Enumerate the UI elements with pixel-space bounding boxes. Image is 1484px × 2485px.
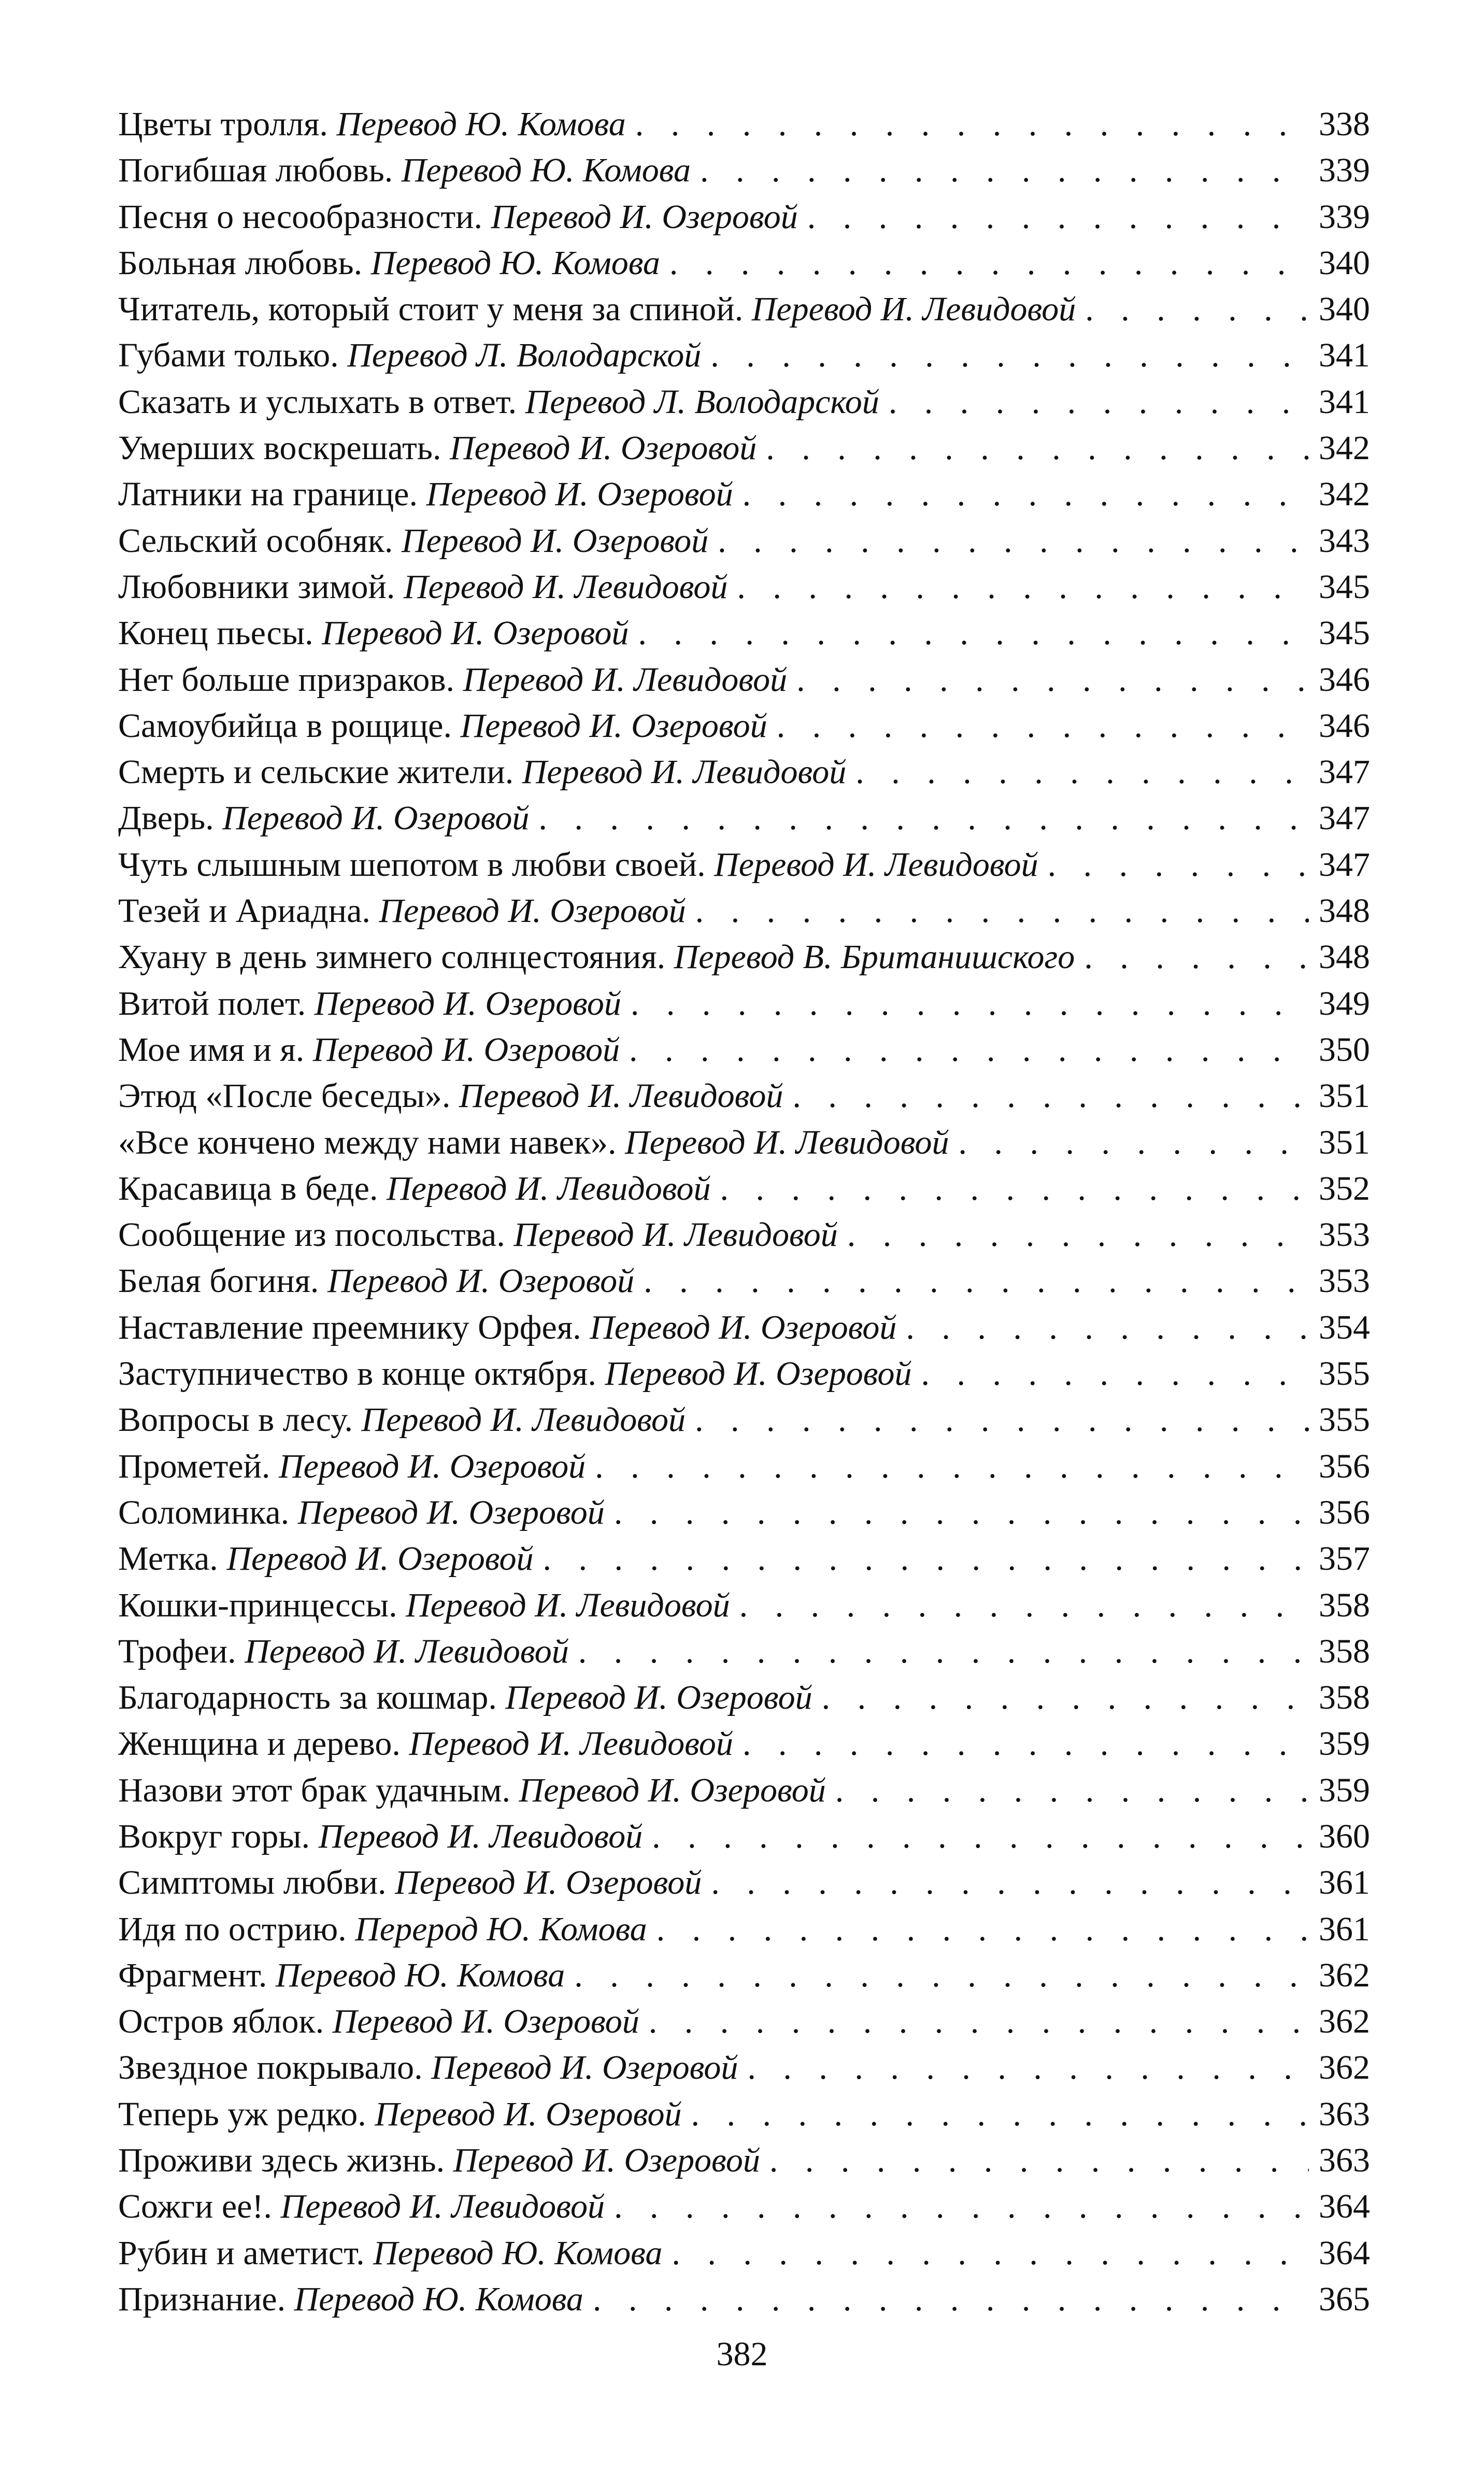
toc-entry [118,2230,1370,2276]
entry-page-number: 342 [1319,429,1370,467]
title-space [214,795,223,841]
entry-translator: Перевод И. Озеровой [505,1679,812,1717]
entry-translator: Перевод Ю. Комова [275,1956,565,1994]
title-space [267,1952,276,1998]
toc-entry [118,1119,1370,1166]
dot-leader [638,610,1309,656]
dot-leader [691,2091,1309,2137]
toc-entry [118,471,1370,517]
entry-page-number: 362 [1319,2003,1370,2041]
toc-entry [118,1212,1370,1258]
toc-entry [118,1767,1370,1813]
title-space [218,1536,227,1582]
entry-title: Звездное покрывало. [118,2049,423,2087]
entry-translator: Перевод И. Озеровой [332,2003,639,2041]
dot-leader [695,888,1309,934]
toc-entry [118,1304,1370,1351]
toc-entry [118,1674,1370,1721]
entry-title: Идя по острию. [118,1910,347,1948]
dot-leader [635,101,1309,147]
entry-page-number: 340 [1319,244,1370,282]
title-space [452,703,461,749]
toc-entry [118,1027,1370,1073]
entry-translator: Перевод И. Озеровой [590,1308,897,1346]
entry-page-number: 355 [1319,1355,1370,1393]
toc-entry [118,2276,1370,2322]
title-space [272,2183,281,2230]
entry-title: Наставление преемнику Орфея. [118,1308,581,1346]
entry-page-number: 346 [1319,706,1370,745]
entry-page-number: 341 [1319,336,1370,375]
entry-title: Сельский особняк. [118,521,393,560]
title-space [401,1721,409,1767]
entry-title: Остров яблок. [118,2003,324,2041]
toc-entry [118,240,1370,286]
title-space [616,1119,625,1166]
dot-leader [669,240,1309,286]
entry-title: Самоубийца в рощице. [118,706,452,745]
title-space [366,2091,375,2137]
entry-translator: Перевод И. Левидовой [714,845,1038,884]
entry-page-number: 351 [1319,1077,1370,1115]
title-space [510,1767,519,1813]
entry-title: Заступничество в конце октября. [118,1355,596,1393]
entry-title: Соломинка. [118,1493,290,1531]
entry-page-number: 360 [1319,1817,1370,1855]
entry-title: Сожги ее!. [118,2188,272,2226]
title-space [482,194,491,240]
entry-page-number: 355 [1319,1401,1370,1439]
entry-translator: Перевод Ю. Комова [401,151,691,190]
toc-entry [118,934,1370,980]
entry-title: Признание. [118,2280,286,2318]
entry-translator: Перевод И. Левидовой [459,1077,783,1115]
dot-leader [649,1998,1309,2044]
toc-entry [118,1536,1370,1582]
entry-page-number: 347 [1319,753,1370,791]
dot-leader [855,749,1309,795]
toc-entry [118,1952,1370,1998]
entry-title: Женщина и дерево. [118,1725,401,1763]
entry-page-number: 348 [1319,938,1370,976]
entry-page-number: 362 [1319,1956,1370,1994]
dot-leader [769,2137,1309,2183]
title-space [450,1073,459,1119]
dot-leader [631,981,1309,1027]
dot-leader [792,1073,1309,1119]
entry-title: «Все кончено между нами навек». [118,1123,617,1161]
entry-title: Назови этот брак удачным. [118,1771,511,1809]
entry-translator: Перевод И. Озеровой [453,2141,760,2180]
entry-title: Сообщение из посольства. [118,1216,505,1254]
toc-entry [118,194,1370,240]
entry-title: Погибшая любовь. [118,151,393,190]
title-space [505,1212,514,1258]
entry-page-number: 347 [1319,845,1370,884]
entry-page-number: 341 [1319,382,1370,421]
entry-title: Конец пьесы. [118,614,313,652]
toc-entry [118,425,1370,471]
toc-entry [118,332,1370,378]
title-space [517,379,525,425]
dot-leader [629,1027,1309,1073]
title-space [365,2230,374,2276]
entry-title: Красавица в беде. [118,1169,378,1208]
dot-leader [1085,286,1309,332]
toc-entry [118,795,1370,841]
toc-entry [118,518,1370,564]
entry-translator: Перевод И. Озеровой [226,1540,534,1578]
entry-translator: Перевод И. Озеровой [460,706,767,745]
entry-translator: Перевод Ю. Комова [373,2234,663,2272]
dot-leader [906,1304,1309,1351]
entry-title: Тезей и Ариадна. [118,892,370,930]
entry-title: Песня о несообразности. [118,197,482,236]
entry-page-number: 340 [1319,290,1370,329]
dot-leader [672,2230,1309,2276]
entry-page-number: 347 [1319,799,1370,837]
entry-translator: Перевод И. Озеровой [375,2095,682,2133]
toc-entry [118,1397,1370,1443]
toc-entry [118,2091,1370,2137]
title-space [445,2137,453,2183]
entry-title: Больная любовь. [118,244,363,282]
dot-leader [739,1582,1309,1628]
entry-translator: Перевод И. Озеровой [278,1447,586,1485]
dot-leader [710,332,1309,378]
toc-entry [118,1859,1370,1906]
dot-leader [766,425,1309,471]
title-space [362,240,371,286]
entry-page-number: 359 [1319,1771,1370,1809]
entry-title: Мое имя и я. [118,1030,305,1069]
dot-leader [807,194,1309,240]
entry-title: Вокруг горы. [118,1817,310,1855]
entry-translator: Перевод Ю. Комова [294,2280,583,2318]
title-space [378,1166,387,1212]
dot-leader [743,1721,1309,1767]
toc-entry [118,610,1370,656]
title-space [395,564,404,610]
entry-translator: Перевод И. Озеровой [312,1030,620,1069]
toc-entry [118,1998,1370,2044]
entry-page-number: 342 [1319,475,1370,514]
entry-page-number: 364 [1319,2234,1370,2272]
entry-page-number: 352 [1319,1169,1370,1208]
toc-entry [118,1073,1370,1119]
entry-translator: Перевод И. Озеровой [379,892,686,930]
toc-entry [118,842,1370,888]
toc-entry [118,1351,1370,1397]
dot-leader [958,1119,1309,1166]
entry-translator: Перевод И. Озеровой [297,1493,605,1531]
title-space [347,1906,355,1952]
toc-entry [118,981,1370,1027]
entry-page-number: 345 [1319,614,1370,652]
entry-page-number: 358 [1319,1679,1370,1717]
entry-page-number: 350 [1319,1030,1370,1069]
entry-page-number: 361 [1319,1910,1370,1948]
entry-title: Проживи здесь жизнь. [118,2141,445,2180]
dot-leader [1048,842,1309,888]
title-space [743,286,752,332]
title-space [397,1582,406,1628]
toc-entry [118,379,1370,425]
entry-title: Смерть и сельские жители. [118,753,514,791]
entry-page-number: 349 [1319,984,1370,1023]
entry-page-number: 339 [1319,197,1370,236]
entry-page-number: 339 [1319,151,1370,190]
entry-translator: Перевод И. Левидовой [409,1725,733,1763]
entry-translator: Перевод Ю. Комова [336,105,626,143]
title-space [304,1027,313,1073]
title-space [581,1304,590,1351]
dot-leader [595,1443,1309,1489]
dot-leader [921,1351,1309,1397]
dot-leader [711,1859,1309,1906]
entry-title: Благодарность за кошмар. [118,1679,497,1717]
title-space [286,2276,294,2322]
title-space [387,1859,395,1906]
entry-translator: Перевод Л. Володарской [347,336,702,375]
toc-entry [118,2183,1370,2230]
entry-translator: Перевод И. Озеровой [426,475,733,514]
entry-translator: Перевод И. Левидовой [406,1586,730,1624]
entry-translator: Перевод И. Левидовой [386,1169,711,1208]
dot-leader [574,1952,1309,1998]
toc-entry [118,286,1370,332]
entry-page-number: 364 [1319,2188,1370,2226]
entry-translator: Перевод И. Левидовой [463,660,788,699]
entry-translator: Перевод И. Левидовой [624,1123,949,1161]
title-space [418,471,426,517]
dot-leader [543,1536,1309,1582]
title-space [423,2044,432,2091]
entry-page-number: 361 [1319,1864,1370,1902]
entry-title: Кошки-принцессы. [118,1586,397,1624]
entry-title: Нет больше призраков. [118,660,455,699]
entry-title: Прометей. [118,1447,270,1485]
toc-entry [118,657,1370,703]
entry-page-number: 353 [1319,1216,1370,1254]
entry-page-number: 354 [1319,1308,1370,1346]
title-space [324,1998,333,2044]
entry-title: Хуану в день зимнего солнцестояния. [118,938,666,976]
entry-title: Латники на границе. [118,475,418,514]
toc-entry [118,749,1370,795]
entry-title: Вопросы в лесу. [118,1401,353,1439]
title-space [665,934,674,980]
dot-leader [835,1767,1309,1813]
entry-title: Фрагмент. [118,1956,267,1994]
dot-leader [718,518,1309,564]
dot-leader [657,1906,1309,1952]
entry-translator: Перевод И. Левидовой [245,1632,569,1670]
entry-translator: Перевод И. Озеровой [519,1771,826,1809]
dot-leader [695,1397,1309,1443]
entry-translator: Перевод Л. Володарской [525,382,879,421]
toc-entry [118,1258,1370,1304]
entry-title: Читатель, который стоит у меня за спиной. [118,290,744,329]
dot-leader [614,1489,1309,1536]
toc-entry [118,2044,1370,2091]
entry-title: Метка. [118,1540,218,1578]
entry-page-number: 358 [1319,1586,1370,1624]
title-space [306,981,315,1027]
dot-leader [822,1674,1309,1721]
toc-entry [118,1489,1370,1536]
entry-translator: Перевод Ю. Комова [370,244,660,282]
title-space [393,518,402,564]
title-space [370,888,379,934]
toc-entry [118,564,1370,610]
title-space [313,610,322,656]
entry-page-number: 353 [1319,1262,1370,1300]
entry-page-number: 359 [1319,1725,1370,1763]
dot-leader [578,1628,1309,1674]
entry-translator: Перевод И. Озеровой [431,2049,738,2087]
entry-translator: Перевод И. Левидовой [318,1817,643,1855]
toc-entry [118,2137,1370,2183]
title-space [706,842,715,888]
entry-title: Рубин и аметист. [118,2234,365,2272]
title-space [339,332,348,378]
dot-leader [700,147,1309,193]
entry-translator: Перевод И. Левидовой [522,753,847,791]
dot-leader [737,564,1309,610]
entry-page-number: 358 [1319,1632,1370,1670]
entry-title: Теперь уж редко. [118,2095,366,2133]
toc-entry [118,1628,1370,1674]
toc-entry [118,1906,1370,1952]
entry-page-number: 363 [1319,2095,1370,2133]
dot-leader [720,1166,1309,1212]
title-space [454,657,463,703]
entry-page-number: 363 [1319,2141,1370,2180]
entry-translator: Перевод И. Озеровой [605,1355,912,1393]
entry-title: Умерших воскрешать. [118,429,441,467]
toc-entry [118,1166,1370,1212]
entry-translator: Перевод И. Левидовой [513,1216,838,1254]
dot-leader [796,657,1309,703]
dot-leader [847,1212,1309,1258]
title-space [310,1813,319,1859]
entry-title: Трофеи. [118,1632,236,1670]
entry-translator: Перевод И. Озеровой [327,1262,635,1300]
entry-title: Чуть слышным шепотом в любви своей. [118,845,706,884]
entry-page-number: 356 [1319,1493,1370,1531]
entry-translator: Перевод И. Озеровой [450,429,757,467]
title-space [236,1628,245,1674]
entry-title: Этюд «После беседы». [118,1077,451,1115]
title-space [513,749,522,795]
title-space [328,101,337,147]
title-space [319,1258,327,1304]
entry-page-number: 365 [1319,2280,1370,2318]
entry-translator: Перевод И. Левидовой [280,2188,605,2226]
entry-page-number: 346 [1319,660,1370,699]
title-space [596,1351,605,1397]
entry-page-number: 343 [1319,521,1370,560]
entry-title: Витой полет. [118,984,306,1023]
title-space [441,425,450,471]
entry-title: Губами только. [118,336,339,375]
page-number: 382 [716,2335,768,2373]
entry-title: Белая богиня. [118,1262,319,1300]
dot-leader [743,471,1309,517]
title-space [289,1489,298,1536]
entry-page-number: 351 [1319,1123,1370,1161]
entry-title: Сказать и услыхать в ответ. [118,382,517,421]
toc-entry [118,1721,1370,1767]
entry-page-number: 345 [1319,567,1370,606]
toc-entry [118,888,1370,934]
entry-title: Цветы тролля. [118,105,328,143]
entry-translator: Перевод И. Озеровой [222,799,530,837]
dot-leader [614,2183,1309,2230]
entry-title: Любовники зимой. [118,567,395,606]
entry-page-number: 338 [1319,105,1370,143]
entry-page-number: 357 [1319,1540,1370,1578]
dot-leader [538,795,1309,841]
toc-entry [118,101,1370,147]
dot-leader [1084,934,1309,980]
entry-translator: Перевод И. Озеровой [395,1864,702,1902]
dot-leader [593,2276,1309,2322]
entry-translator: Перевод И. Озеровой [322,614,629,652]
entry-translator: Перевод И. Левидовой [751,290,1076,329]
title-space [270,1443,279,1489]
entry-translator: Перевод И. Левидовой [361,1401,686,1439]
toc-entry [118,1443,1370,1489]
table-of-contents [118,101,1370,2322]
title-space [353,1397,362,1443]
toc-entry [118,703,1370,749]
entry-title: Симптомы любви. [118,1864,387,1902]
entry-page-number: 348 [1319,892,1370,930]
entry-translator: Перевод И. Озеровой [401,521,709,560]
entry-page-number: 362 [1319,2049,1370,2087]
dot-leader [747,2044,1309,2091]
entry-translator: Перевод И. Озеровой [314,984,621,1023]
dot-leader [889,379,1309,425]
toc-entry [118,147,1370,193]
dot-leader [652,1813,1309,1859]
entry-page-number: 356 [1319,1447,1370,1485]
title-space [393,147,402,193]
title-space [497,1674,506,1721]
toc-entry [118,1582,1370,1628]
entry-translator: Перевод И. Левидовой [403,567,728,606]
dot-leader [644,1258,1309,1304]
dot-leader [777,703,1309,749]
entry-translator: Перевод И. Озеровой [491,197,798,236]
toc-entry [118,1813,1370,1859]
entry-translator: Перевод В. Британишского [674,938,1075,976]
entry-title: Дверь. [118,799,214,837]
entry-translator: Перерод Ю. Комова [355,1910,647,1948]
